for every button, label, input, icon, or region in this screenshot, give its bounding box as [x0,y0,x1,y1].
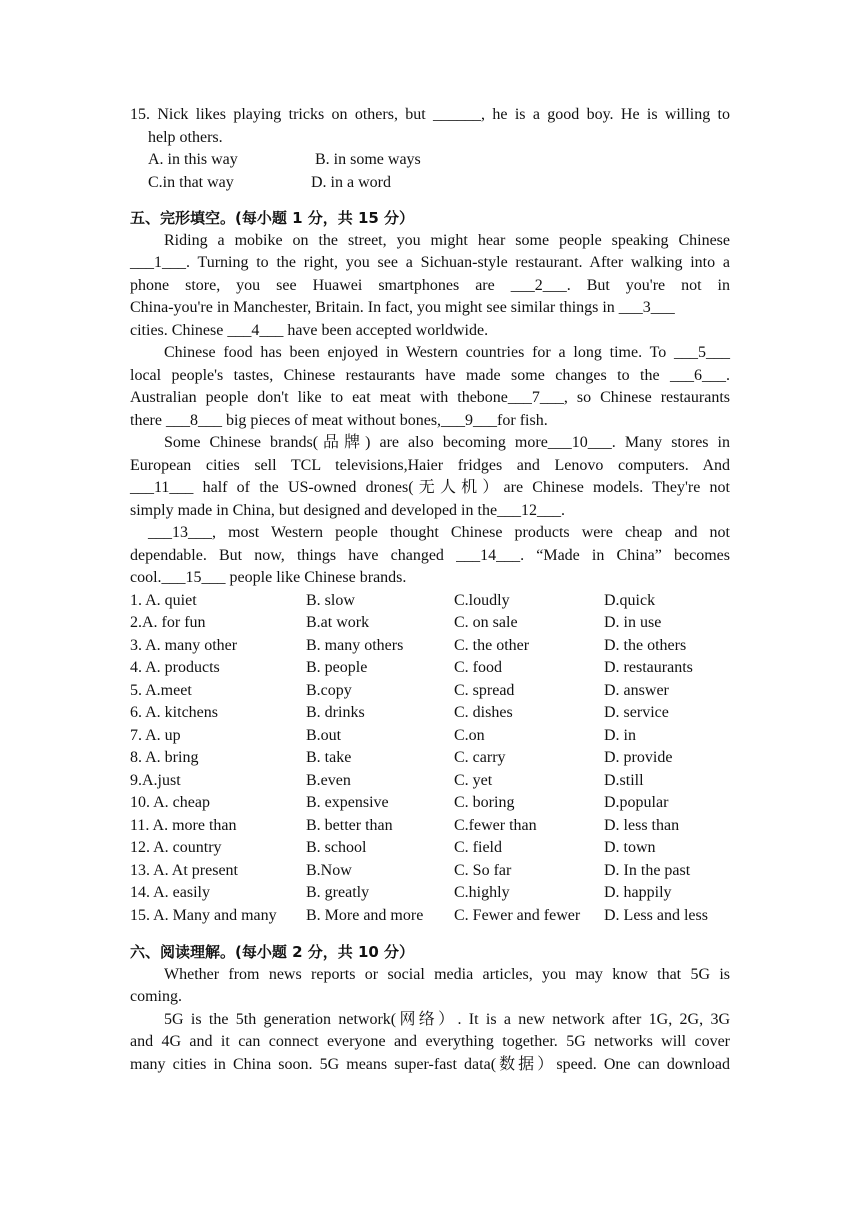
cloze-option-a: 4. A. products [130,659,220,676]
section-6-passage [130,964,730,1077]
cloze-option-c: C. yet [454,771,493,789]
passage-line: ___1___. Turning to the right, you see a Sichuan-style restaurant. After walking into a [130,254,730,271]
option-c: C.in that way [148,173,234,191]
cloze-option-d: D.still [604,771,644,789]
cloze-option-c: C. boring [454,794,515,811]
reading-line: Whether from news reports or social media articles, you may know that 5G is [164,965,730,983]
question-15-options-row-1 [130,149,730,172]
cloze-option-b: B. More and more [306,906,424,924]
cloze-option-d: D.quick [604,591,656,609]
cloze-option-d: D. town [604,839,656,856]
section-5-passage [130,230,730,590]
cloze-option-a: 12. A. country [130,839,222,856]
passage-line: cities. Chinese ___4___ have been accepted worldwide. [130,321,489,339]
question-15 [130,104,730,194]
cloze-option-a: 9.A.just [130,771,181,789]
question-15-line-2: help others. [148,128,223,146]
cloze-options-row [130,882,730,905]
cloze-option-c: C. on sale [454,614,518,631]
passage-line: Australian people don't like to eat meat with thebone___7___, so Chinese restaurants [130,389,730,406]
cloze-option-b: B. better than [306,816,393,834]
cloze-option-c: C. So far [454,861,512,879]
cloze-option-d: D. happily [604,884,672,901]
cloze-option-c: C.highly [454,884,510,901]
cloze-option-a: 13. A. At present [130,861,238,879]
cloze-option-a: 7. A. up [130,726,181,744]
option-d: D. in a word [311,173,391,191]
cloze-option-d: D. Less and less [604,906,708,924]
section-5-title: 五、完形填空。(每小题 1 分，共 15 分） [130,209,415,227]
cloze-options-row [130,680,730,703]
cloze-option-c: C. the other [454,636,530,654]
reading-line: coming. [130,988,182,1005]
cloze-option-a: 15. A. Many and many [130,906,277,924]
cloze-option-d: D. answer [604,681,669,699]
cloze-option-a: 1. A. quiet [130,591,197,609]
passage-line: phone store, you see Huawei smartphones are ___2___. But you're not in [130,276,730,294]
cloze-options-row [130,657,730,680]
cloze-option-a: 5. A.meet [130,681,192,699]
cloze-option-d: D. In the past [604,861,691,879]
cloze-option-b: B. greatly [306,884,370,901]
passage-line: simply made in China, but designed and developed in the___12___. [130,501,566,519]
cloze-option-a: 3. A. many other [130,636,238,654]
cloze-options-row [130,860,730,883]
cloze-option-c: C.loudly [454,591,510,609]
cloze-option-b: B. drinks [306,704,365,721]
section-6-title: 六、阅读理解。(每小题 2 分，共 10 分） [130,943,415,961]
cloze-options-row [130,702,730,725]
cloze-options-row [130,905,730,928]
section-5-options [130,590,730,928]
cloze-option-b: B.out [306,726,342,744]
cloze-option-c: C. spread [454,681,515,699]
cloze-option-c: C.on [454,726,485,744]
cloze-option-d: D. in [604,726,636,744]
cloze-option-a: 6. A. kitchens [130,704,218,721]
cloze-option-b: B.copy [306,681,352,699]
passage-line: there ___8___ big pieces of meat without bones,___9___for fish. [130,411,548,429]
cloze-options-row [130,837,730,860]
cloze-option-b: B. take [306,749,352,766]
option-b: B. in some ways [315,151,421,168]
cloze-option-a: 14. A. easily [130,884,210,901]
cloze-option-d: D. provide [604,749,673,766]
question-15-options-row-2 [130,172,730,195]
passage-line: cool.___15___ people like Chinese brands. [130,569,407,586]
cloze-option-b: B.even [306,771,351,789]
cloze-option-d: D.popular [604,794,669,811]
option-a: A. in this way [148,151,238,168]
question-15-line-1: 15. Nick likes playing tricks on others, but ______, he is a good boy. He is willing to [130,106,730,123]
passage-line: Riding a mobike on the street, you might hear some people speaking Chinese [164,231,730,249]
passage-line: ___13___, most Western people thought Chinese products were cheap and not [148,524,730,541]
cloze-option-d: D. the others [604,636,687,654]
passage-line: Chinese food has been enjoyed in Western countries for a long time. To ___5___ [164,344,730,361]
cloze-option-a: 11. A. more than [130,816,237,834]
cloze-options-row [130,590,730,613]
cloze-option-b: B.Now [306,861,352,879]
passage-line: dependable. But now, things have changed ___14___. “Made in China” becomes [130,546,730,564]
cloze-option-d: D. service [604,704,669,721]
cloze-option-c: C. dishes [454,704,513,721]
cloze-option-b: B. slow [306,591,355,609]
cloze-option-b: B. many others [306,636,404,654]
cloze-options-row [130,792,730,815]
passage-line: ___11___ half of the US-owned drones(无人机）are Chinese models. They're not [130,479,730,496]
passage-line: China-you're in Manchester, Britain. In fact, you might see similar things in ___3___ [130,299,675,316]
reading-line: and 4G and it can connect everyone and everything together. 5G networks will cover [130,1033,730,1050]
reading-line: 5G is the 5th generation network(网络）. It is a new network after 1G, 2G, 3G [164,1010,730,1028]
cloze-option-b: B. people [306,659,368,676]
cloze-options-row [130,725,730,748]
cloze-option-c: C.fewer than [454,816,537,834]
passage-line: European cities sell TCL televisions,Haier fridges and Lenovo computers. And [130,456,730,474]
passage-line: Some Chinese brands(品牌) are also becoming more___10___. Many stores in [164,434,730,451]
cloze-option-c: C. carry [454,749,506,766]
cloze-option-d: D. less than [604,816,680,834]
cloze-options-row [130,770,730,793]
cloze-option-b: B. school [306,839,367,856]
reading-line: many cities in China soon. 5G means super-fast data(数据）speed. One can download [130,1055,730,1073]
cloze-options-row [130,635,730,658]
cloze-option-c: C. Fewer and fewer [454,906,581,924]
cloze-option-d: D. restaurants [604,659,693,676]
passage-line: local people's tastes, Chinese restaurants have made some changes to the ___6___. [130,366,730,384]
cloze-option-a: 10. A. cheap [130,794,210,811]
cloze-option-c: C. field [454,839,502,856]
cloze-options-row [130,815,730,838]
cloze-option-d: D. in use [604,614,662,631]
cloze-option-b: B. expensive [306,794,389,811]
cloze-option-c: C. food [454,659,502,676]
cloze-option-a: 8. A. bring [130,749,199,766]
cloze-options-row [130,612,730,635]
cloze-option-b: B.at work [306,614,370,631]
cloze-option-a: 2.A. for fun [130,614,206,631]
cloze-options-row [130,747,730,770]
exam-page [130,104,730,1076]
